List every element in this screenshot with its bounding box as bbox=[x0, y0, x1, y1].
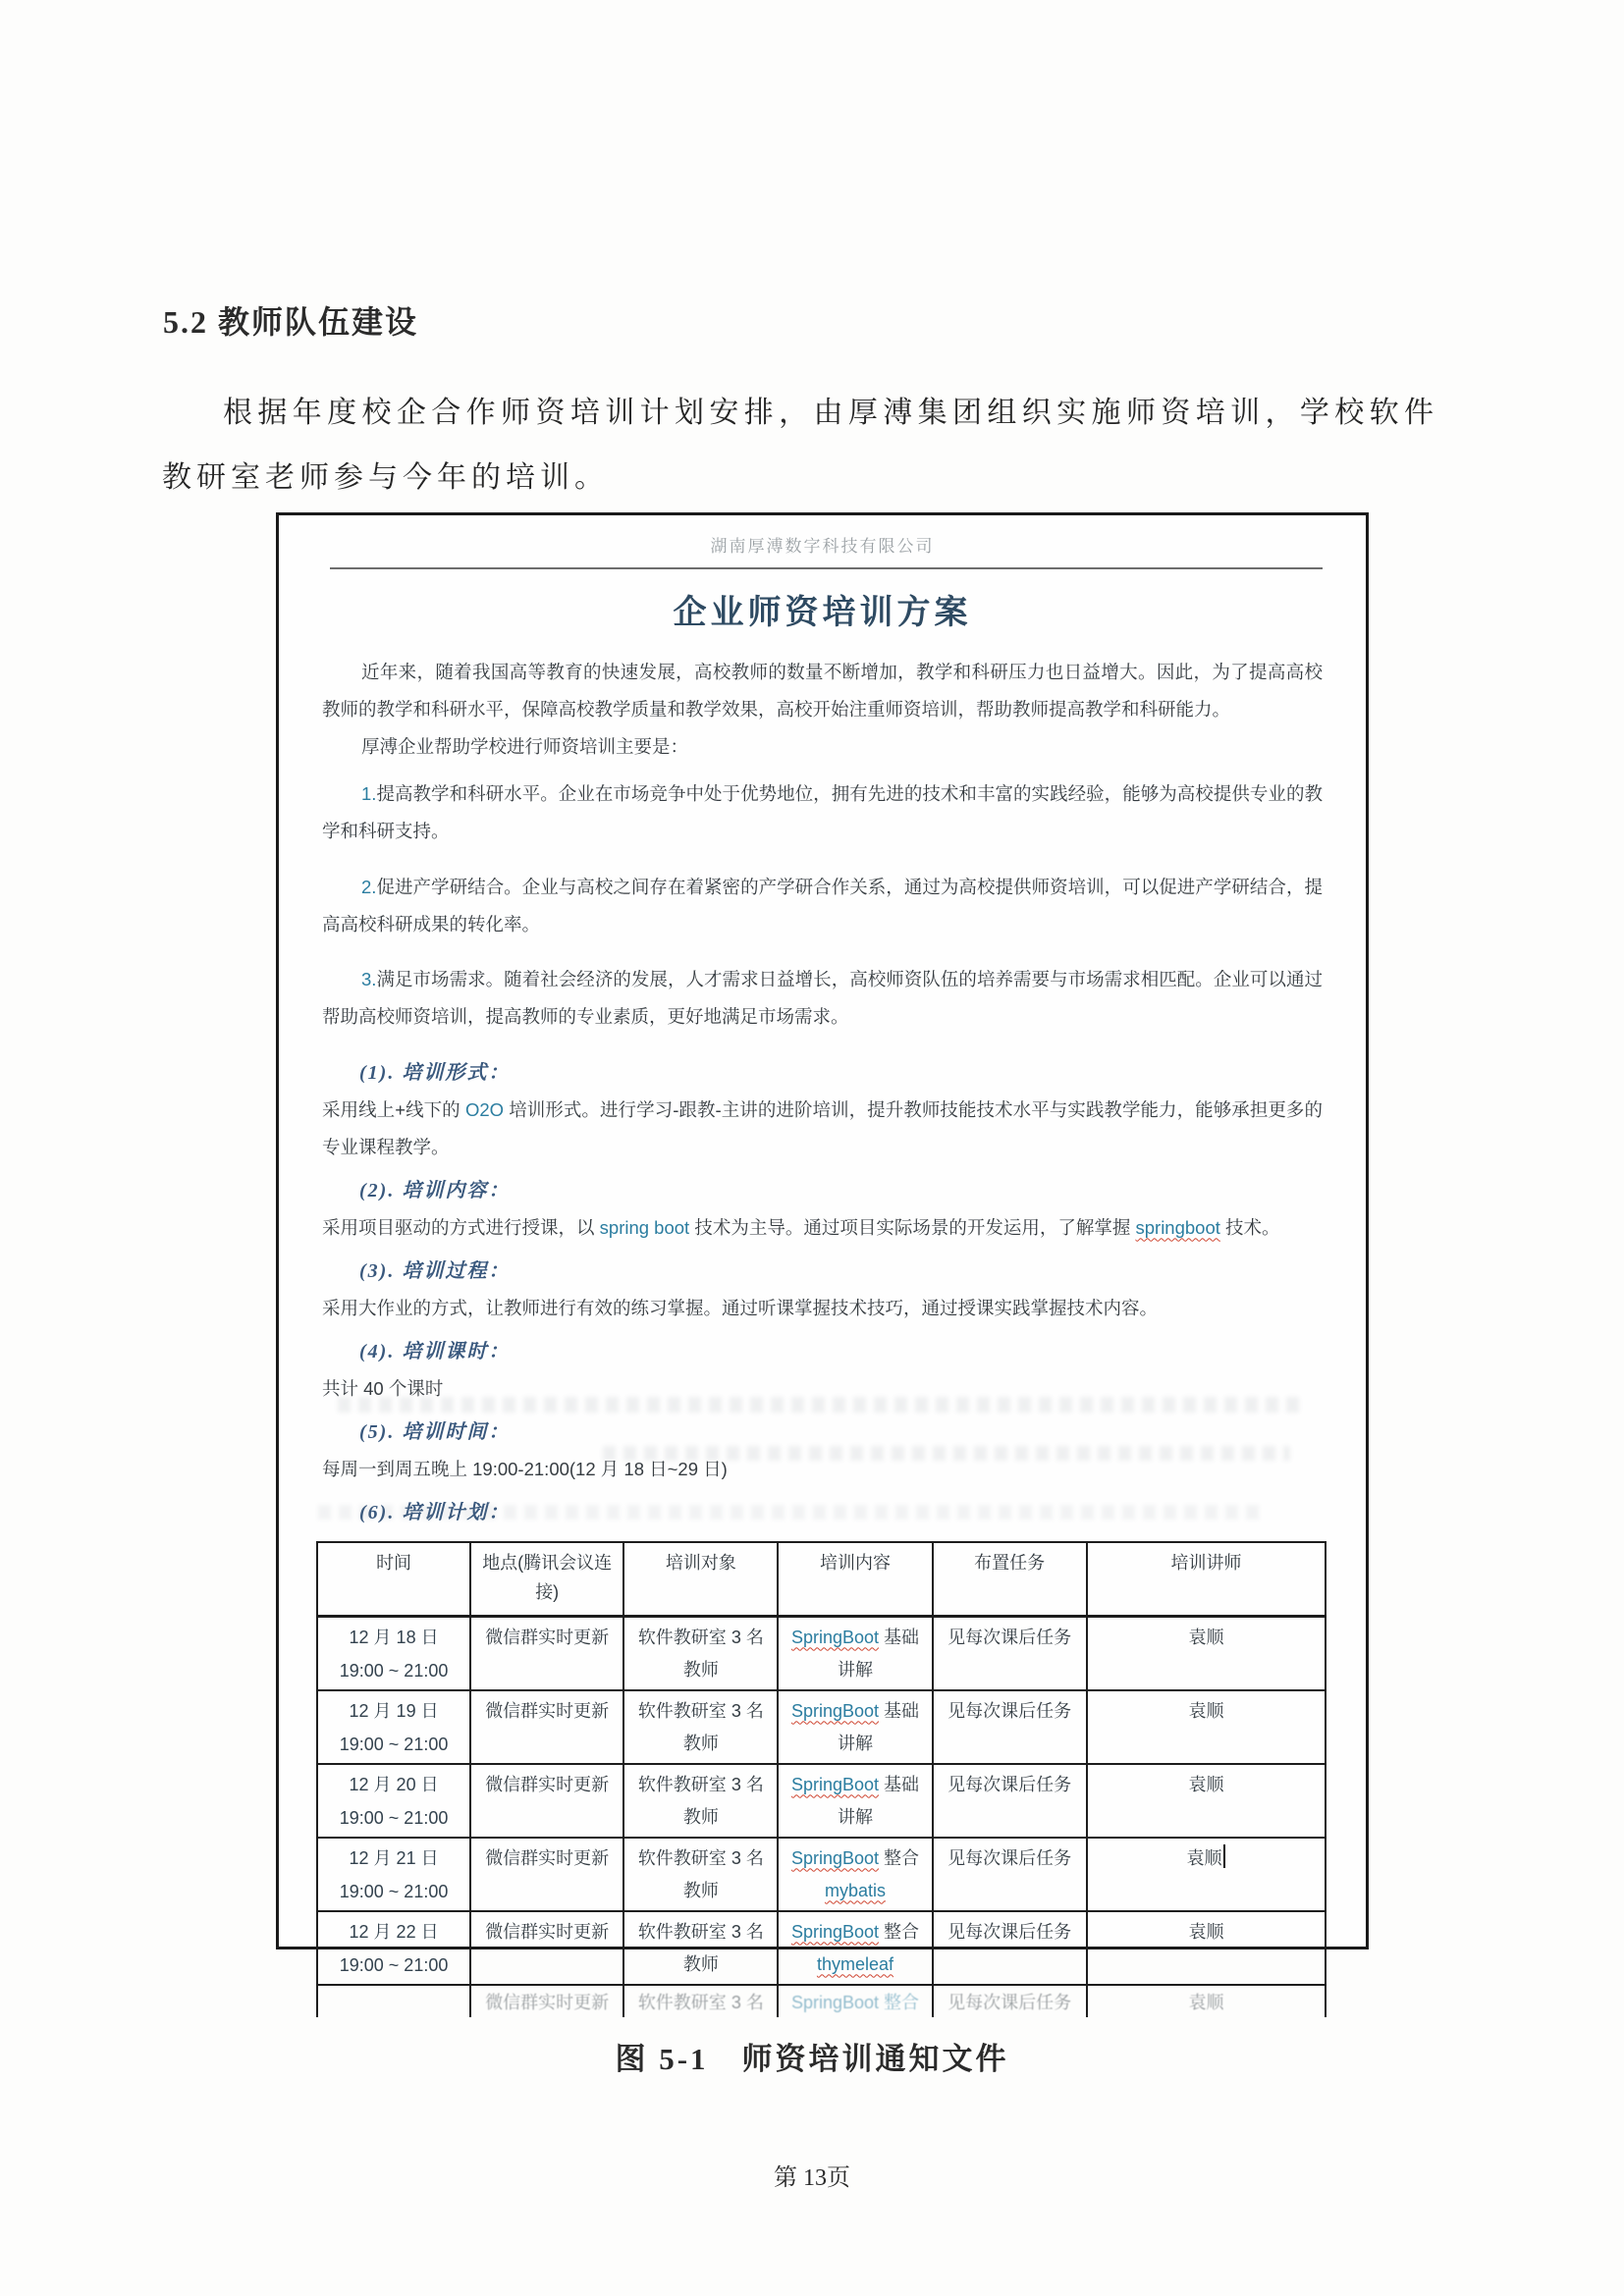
cell-task: 见每次课后任务 bbox=[933, 1690, 1087, 1764]
cell-task: 见每次课后任务 bbox=[933, 1838, 1087, 1911]
cell-trainer: 袁顺 bbox=[1087, 1985, 1326, 2017]
body-training-content bbox=[322, 1209, 1323, 1247]
cell-trainer: 袁顺 bbox=[1087, 1690, 1326, 1764]
text-cursor bbox=[1223, 1844, 1225, 1868]
cell-time bbox=[317, 1985, 470, 2017]
cell-content: SpringBoot 整合 bbox=[778, 1985, 932, 2017]
text-run: 技术。 bbox=[1219, 1216, 1280, 1238]
text-run: 培训形式。进行学习-跟教-主讲的进阶培训，提升教师技能技术水平与实践教学能力，能够承担更多的专业课程教学。 bbox=[322, 1098, 1323, 1157]
point-number: 1. bbox=[361, 783, 377, 804]
point-text: 提高教学和科研水平。企业在市场竞争中处于优势地位，拥有先进的技术和丰富的实践经验，能够为高校提供专业的教学和科研支持。 bbox=[322, 783, 1323, 841]
cell-time: 12 月 21 日 19:00 ~ 21:00 bbox=[317, 1838, 470, 1911]
col-header-content: 培训内容 bbox=[778, 1542, 932, 1617]
tech-term: O2O bbox=[464, 1098, 505, 1120]
col-header-location: 地点(腾讯会议连接) bbox=[470, 1542, 623, 1617]
section-heading: 5.2 教师队伍建设 bbox=[163, 303, 419, 340]
figure-caption: 图 5-1 师资培训通知文件 bbox=[615, 2042, 1009, 2076]
company-name: 湖南厚溥数字科技有限公司 bbox=[710, 537, 935, 556]
heading-training-time: (5). 培训时间： bbox=[359, 1420, 511, 1443]
cell-trainer: 袁顺 bbox=[1087, 1616, 1326, 1690]
header-rule bbox=[330, 567, 1323, 569]
tech-term: SpringBoot bbox=[790, 1847, 879, 1868]
schedule-row bbox=[317, 1911, 1326, 1985]
text-run: 基础 bbox=[879, 1774, 920, 1794]
heading-training-schedule: (6). 培训计划： bbox=[359, 1501, 511, 1523]
body-paragraph: 根据年度校企合作师资培训计划安排，由厚溥集团组织实施师资培训，学校软件教研室老师参与今年的培训。 bbox=[162, 397, 1438, 494]
text-run: 采用项目驱动的方式进行授课，以 bbox=[322, 1216, 600, 1238]
text-run: 讲解 bbox=[837, 1806, 873, 1827]
heading-training-content: (2). 培训内容： bbox=[359, 1179, 511, 1201]
cell-time: 12 月 18 日 19:00 ~ 21:00 bbox=[317, 1616, 470, 1690]
body-training-form bbox=[322, 1092, 1323, 1166]
text-run: 技术为主导。通过项目实际场景的开发运用，了解掌握 bbox=[689, 1216, 1136, 1238]
cell-task: 见每次课后任务 bbox=[933, 1911, 1087, 1985]
text-run: 整合 bbox=[879, 1847, 920, 1868]
body-training-process: 采用大作业的方式，让教师进行有效的练习掌握。通过听课掌握技术技巧，通过授课实践掌握技术内容。 bbox=[322, 1297, 1159, 1318]
cell-audience: 软件教研室 3 名 教师 bbox=[623, 1911, 778, 1985]
cell-location: 微信群实时更新 bbox=[470, 1838, 623, 1911]
point-text: 满足市场需求。随着社会经济的发展，人才需求日益增长，高校师资队伍的培养需要与市场需求相匹配。企业可以通过帮助高校师资培训，提高教师的专业素质，更好地满足市场需求。 bbox=[322, 969, 1323, 1027]
cell-time: 12 月 22 日 19:00 ~ 21:00 bbox=[317, 1911, 470, 1985]
cell-audience: 软件教研室 3 名 教师 bbox=[623, 1838, 778, 1911]
cell-trainer: 袁顺 bbox=[1087, 1838, 1326, 1911]
body-training-time: 每周一到周五晚上 19:00-21:00(12 月 18 日~29 日) bbox=[322, 1458, 728, 1479]
point-number: 2. bbox=[361, 876, 377, 897]
doc-point-3 bbox=[322, 961, 1323, 1036]
tech-term: SpringBoot bbox=[790, 1700, 879, 1721]
tech-term: thymeleaf bbox=[816, 1953, 893, 1974]
schedule-row bbox=[317, 1764, 1326, 1838]
cell-audience: 软件教研室 3 名 教师 bbox=[623, 1616, 778, 1690]
cell-task: 见每次课后任务 bbox=[933, 1985, 1087, 2017]
text-run: 整合 bbox=[879, 1921, 920, 1942]
text-run: 讲解 bbox=[837, 1733, 873, 1753]
cell-content bbox=[778, 1764, 932, 1838]
cell-location: 微信群实时更新 bbox=[470, 1985, 623, 2017]
figure-image-training-plan bbox=[276, 512, 1369, 2012]
point-number: 3. bbox=[361, 969, 377, 989]
training-schedule-table bbox=[316, 1541, 1326, 2017]
cell-audience: 软件教研室 3 名 bbox=[623, 1985, 778, 2017]
cell-audience: 软件教研室 3 名 教师 bbox=[623, 1690, 778, 1764]
col-header-time: 时间 bbox=[317, 1542, 470, 1617]
tech-term: SpringBoot bbox=[790, 1627, 879, 1647]
cell-location: 微信群实时更新 bbox=[470, 1690, 623, 1764]
schedule-row bbox=[317, 1690, 1326, 1764]
text-run: 采用线上+线下的 bbox=[322, 1098, 465, 1120]
tech-term: SpringBoot bbox=[790, 1774, 879, 1794]
heading-training-hours: (4). 培训课时： bbox=[359, 1340, 511, 1362]
cell-trainer: 袁顺 bbox=[1087, 1764, 1326, 1838]
cell-content bbox=[778, 1911, 932, 1985]
doc-intro: 近年来，随着我国高等教育的快速发展，高校教师的数量不断增加，教学和科研压力也日益增大。因此，为了提高高校教师的教学和科研水平，保障高校教学质量和教学效果，高校开始注重师资培训，帮助教师提高教学和科研能力。 bbox=[322, 662, 1323, 720]
cell-content bbox=[778, 1616, 932, 1690]
cell-task: 见每次课后任务 bbox=[933, 1616, 1087, 1690]
doc-lead: 厚溥企业帮助学校进行师资培训主要是： bbox=[361, 736, 689, 757]
cell-time: 12 月 19 日 19:00 ~ 21:00 bbox=[317, 1690, 470, 1764]
text-run: 基础 bbox=[879, 1700, 920, 1721]
point-text: 促进产学研结合。企业与高校之间存在着紧密的产学研合作关系，通过为高校提供师资培训，可以促进产学研结合，提高高校科研成果的转化率。 bbox=[322, 876, 1323, 934]
page-number: 第 13页 bbox=[774, 2165, 850, 2191]
doc-title: 企业师资培训方案 bbox=[673, 594, 972, 631]
cell-content bbox=[778, 1838, 932, 1911]
tech-term: mybatis bbox=[824, 1880, 886, 1900]
cell-time: 12 月 20 日 19:00 ~ 21:00 bbox=[317, 1764, 470, 1838]
cell-task: 见每次课后任务 bbox=[933, 1764, 1087, 1838]
text-run: 基础 bbox=[879, 1627, 920, 1647]
cell-location: 微信群实时更新 bbox=[470, 1764, 623, 1838]
tech-term: SpringBoot bbox=[790, 1921, 879, 1942]
doc-point-1 bbox=[322, 775, 1323, 850]
table-header-row bbox=[317, 1542, 1326, 1617]
schedule-row bbox=[317, 1838, 1326, 1911]
cell-audience: 软件教研室 3 名 教师 bbox=[623, 1764, 778, 1838]
col-header-task: 布置任务 bbox=[933, 1542, 1087, 1617]
tech-term-misspelled: springboot bbox=[1135, 1216, 1220, 1238]
tech-term: spring boot bbox=[599, 1216, 690, 1238]
col-header-trainer: 培训讲师 bbox=[1087, 1542, 1326, 1617]
cell-location: 微信群实时更新 bbox=[470, 1616, 623, 1690]
col-header-audience: 培训对象 bbox=[623, 1542, 778, 1617]
cell-location: 微信群实时更新 bbox=[470, 1911, 623, 1985]
body-training-hours: 共计 40 个课时 bbox=[322, 1377, 444, 1399]
text-run: 讲解 bbox=[837, 1659, 873, 1680]
schedule-row-cutoff bbox=[317, 1985, 1326, 2017]
heading-training-form: (1). 培训形式： bbox=[359, 1061, 511, 1084]
schedule-row bbox=[317, 1616, 1326, 1690]
doc-point-2 bbox=[322, 869, 1323, 943]
cell-trainer: 袁顺 bbox=[1087, 1911, 1326, 1985]
cell-content bbox=[778, 1690, 932, 1764]
heading-training-process: (3). 培训过程： bbox=[359, 1259, 511, 1282]
